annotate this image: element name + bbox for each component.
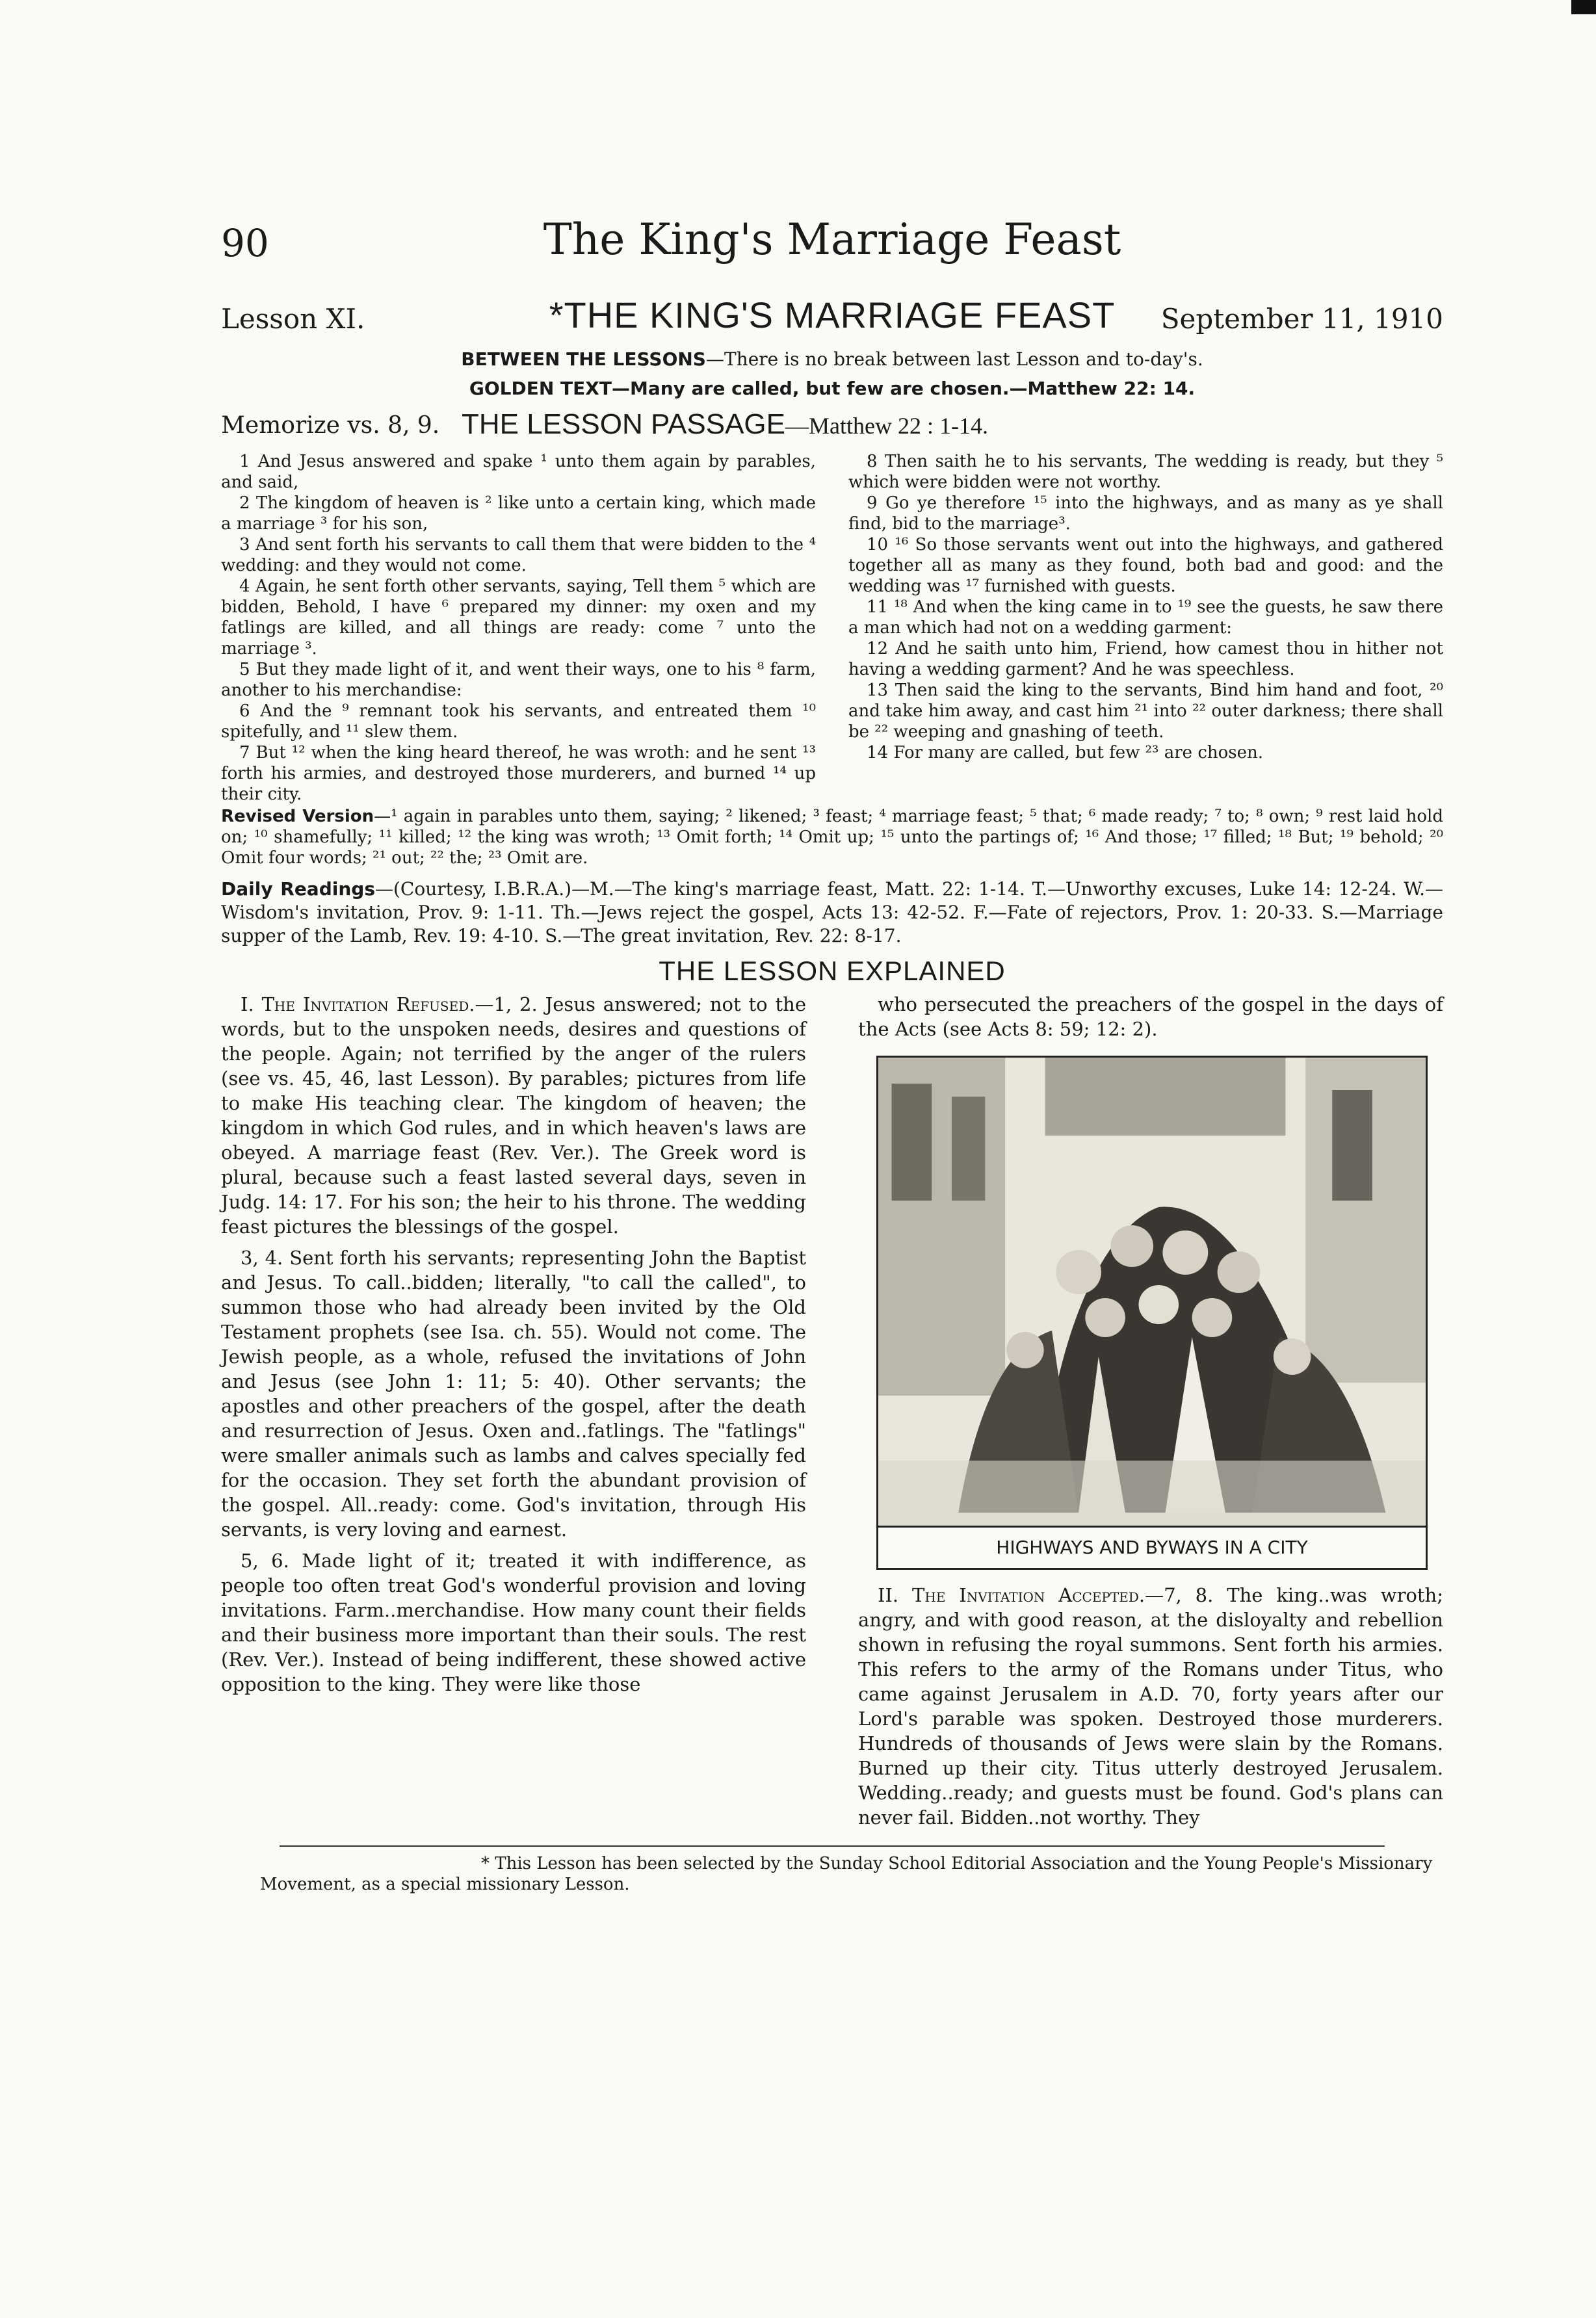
- verse: 13 Then said the king to the servants, Bind him hand and foot, ²⁰ and take him away, and cast him ²¹ into ²² outer darkness; there shall be ²² weeping and gnashing of teeth.: [848, 681, 1443, 742]
- verse: 12 And he saith unto him, Friend, how camest thou in hither not having a wedding garment? And he was speechless.: [848, 639, 1443, 679]
- passage-title: [462, 408, 988, 441]
- verses-right-column: [848, 451, 1443, 805]
- verse: 6 And the ⁹ remnant took his servants, and entreated them ¹⁰ spitefully, and ¹¹ slew them.: [221, 701, 816, 742]
- section-one-text: —1, 2. Jesus answered; not to the words, but to the unspoken needs, desires and questions of the people. Again; not terrified by the anger of the rulers (see vs. 45, 46, last Lesson). By parables; pictures from life to make His teaching clear. The kingdom of heaven; the kingdom in which God rules, and in which heaven's laws are obeyed. A marriage feast (Rev. Ver.). The Greek word is plural, because such a feast lasted several days, seven in Judg. 14: 17. For his son; the heir to his throne. The wedding feast pictures the blessings of the gospel.: [221, 993, 807, 1238]
- section-one-intro: [221, 992, 806, 1239]
- golden-text: GOLDEN TEXT—Many are called, but few are chosen.—Matthew 22: 14.: [469, 378, 1196, 399]
- revised-label: Revised Version: [221, 807, 374, 826]
- running-head: [221, 215, 1443, 286]
- between-label: BETWEEN THE LESSONS: [461, 348, 706, 370]
- page: [221, 215, 1443, 1895]
- lesson-number: Lesson XI.: [221, 303, 365, 335]
- lesson-title: *THE KING'S MARRIAGE FEAST: [549, 294, 1116, 335]
- verse: 2 The kingdom of heaven is ² like unto a certain king, which made a marriage ³ for his son,: [221, 493, 816, 534]
- explanation-columns: [221, 992, 1443, 1836]
- section-two-heading: II. The Invitation Accepted.: [878, 1584, 1145, 1606]
- section-one-paragraph: 3, 4. Sent forth his servants; representing John the Baptist and Jesus. To call..bidden; literally, "to call the called", to summon those who had already been invited by the Old Testament prophets (see Isa. ch. 55). Would not come. The Jewish people, as a whole, refused the invitations of John and Jesus (see John 1: 11; 5: 40). Other servants; the apostles and other preachers of the gospel, after the death and resurrection of Jesus. Oxen and..fatlings. The "fatlings" were smaller animals such as lambs and calves specially fed for the occasion. They set forth the abundant provision of the gospel. All..ready: come. God's invitation, through His servants, is very loving and earnest.: [221, 1247, 806, 1541]
- scan-corner-mark: [1571, 0, 1596, 14]
- daily-text: —(Courtesy, I.B.R.A.)—M.—The king's marriage feast, Matt. 22: 1-14. T.—Unworthy excuses, Luke 14: 12-24. W.—Wisdom's invitation, Prov. 9: 1-11. Th.—Jews reject the gospel, Acts 13: 42-52. F.—Fate of rejectors, Prov. 1: 20-33. S.—Marriage supper of the Lamb, Rev. 19: 4-10. S.—The great invitation, Rev. 22: 8-17.: [221, 878, 1443, 946]
- daily-label: Daily Readings: [221, 878, 375, 900]
- illustration-figure: [876, 1056, 1428, 1570]
- verse: 1 And Jesus answered and spake ¹ unto them again by parables, and said,: [221, 452, 816, 492]
- running-title: The King's Marriage Feast: [543, 215, 1121, 265]
- footnote: * This Lesson has been selected by the Sunday School Editorial Association and the Young People's Missionary Movement, as a special missionary Lesson.: [260, 1854, 1433, 1894]
- crowd-engraving: [878, 1058, 1426, 1526]
- passage-head: [221, 408, 1443, 447]
- memorize-note: Memorize vs. 8, 9.: [221, 412, 440, 439]
- verse: 9 Go ye therefore ¹⁵ into the highways, and as many as ye shall find, bid to the marriage³.: [848, 493, 1443, 534]
- lesson-line: [221, 294, 1443, 346]
- between-text: —There is no break between last Lesson and to-day's.: [705, 348, 1203, 370]
- section-two-intro: [858, 1583, 1443, 1830]
- passage-verses: [221, 451, 1443, 805]
- daily-readings: [221, 878, 1443, 948]
- section-two-text: —7, 8. The king..was wroth; angry, and with good reason, at the disloyalty and rebellion shown in refusing the royal summons. Sent forth his armies. This refers to the army of the Romans under Titus, who came against Jerusalem in A.D. 70, forty years after our Lord's parable was spoken. Destroyed those murderers. Hundreds of thousands of Jews were slain by the Romans. Burned up their city. Titus utterly destroyed Jerusalem. Wedding..ready; and guests must be found. God's plans can never fail. Bidden..not worthy. They: [858, 1584, 1443, 1829]
- between-lessons: [221, 348, 1443, 370]
- revised-version: [221, 806, 1443, 868]
- verse: 7 But ¹² when the king heard thereof, he was wroth: and he sent ¹³ forth his armies, and destroyed those murderers, and burned ¹⁴ up their city.: [221, 743, 816, 804]
- page-number: 90: [221, 221, 269, 265]
- verse: 10 ¹⁶ So those servants went out into the highways, and gathered together all as many as they found, both bad and good: and the wedding was ¹⁷ furnished with guests.: [848, 535, 1443, 596]
- passage-reference: —Matthew 22 : 1-14.: [785, 413, 988, 439]
- explanation-right-column: [858, 992, 1443, 1836]
- verse: 8 Then saith he to his servants, The wedding is ready, but they ⁵ which were bidden were not worthy.: [848, 452, 1443, 492]
- lesson-date: September 11, 1910: [1160, 303, 1443, 335]
- revised-text: —¹ again in parables unto them, saying; ² likened; ³ feast; ⁴ marriage feast; ⁵ that; ⁶ made ready; ⁷ to; ⁸ own; ⁹ rest laid hold on; ¹⁰ shamefully; ¹¹ killed; ¹² the king was wroth; ¹³ Omit forth; ¹⁴ Omit up; ¹⁵ unto the partings of; ¹⁶ And those; ¹⁷ filled; ¹⁸ But; ¹⁹ behold; ²⁰ Omit four words; ²¹ out; ²² the; ²³ Omit are.: [221, 807, 1444, 868]
- section-one-paragraph: 5, 6. Made light of it; treated it with indifference, as people too often treat God's wonderful provision and loving invitations. Farm..merchandise. How many count their fields and their business more important than their souls. The rest (Rev. Ver.). Instead of being indifferent, these showed active opposition to the king. They were like those: [221, 1550, 806, 1695]
- figure-caption: HIGHWAYS AND BYWAYS IN A CITY: [878, 1526, 1426, 1568]
- verse: 4 Again, he sent forth other servants, saying, Tell them ⁵ which are bidden, Behold, I have ⁶ prepared my dinner: my oxen and my fatlings are killed, and all things are ready: come ⁷ unto the marriage ³.: [221, 577, 816, 658]
- footnote-rule: [280, 1845, 1385, 1847]
- verses-left-column: [221, 451, 816, 805]
- passage-title-text: THE LESSON PASSAGE: [462, 408, 786, 440]
- verse: 3 And sent forth his servants to call them that were bidden to the ⁴ wedding: and they would not come.: [221, 535, 816, 575]
- section-one-heading: I. The Invitation Refused.: [241, 993, 475, 1015]
- verse: 5 But they made light of it, and went their ways, one to his ⁸ farm, another to his merchandise:: [221, 660, 816, 700]
- explained-title: THE LESSON EXPLAINED: [659, 956, 1006, 986]
- continuation-paragraph: who persecuted the preachers of the gospel in the days of the Acts (see Acts 8: 59; 12: 2).: [858, 993, 1443, 1040]
- explanation-left-column: [221, 992, 806, 1836]
- verse: 11 ¹⁸ And when the king came in to ¹⁹ see the guests, he saw there a man which had not on a wedding garment:: [848, 597, 1443, 638]
- verse: 14 For many are called, but few ²³ are chosen.: [867, 743, 1264, 762]
